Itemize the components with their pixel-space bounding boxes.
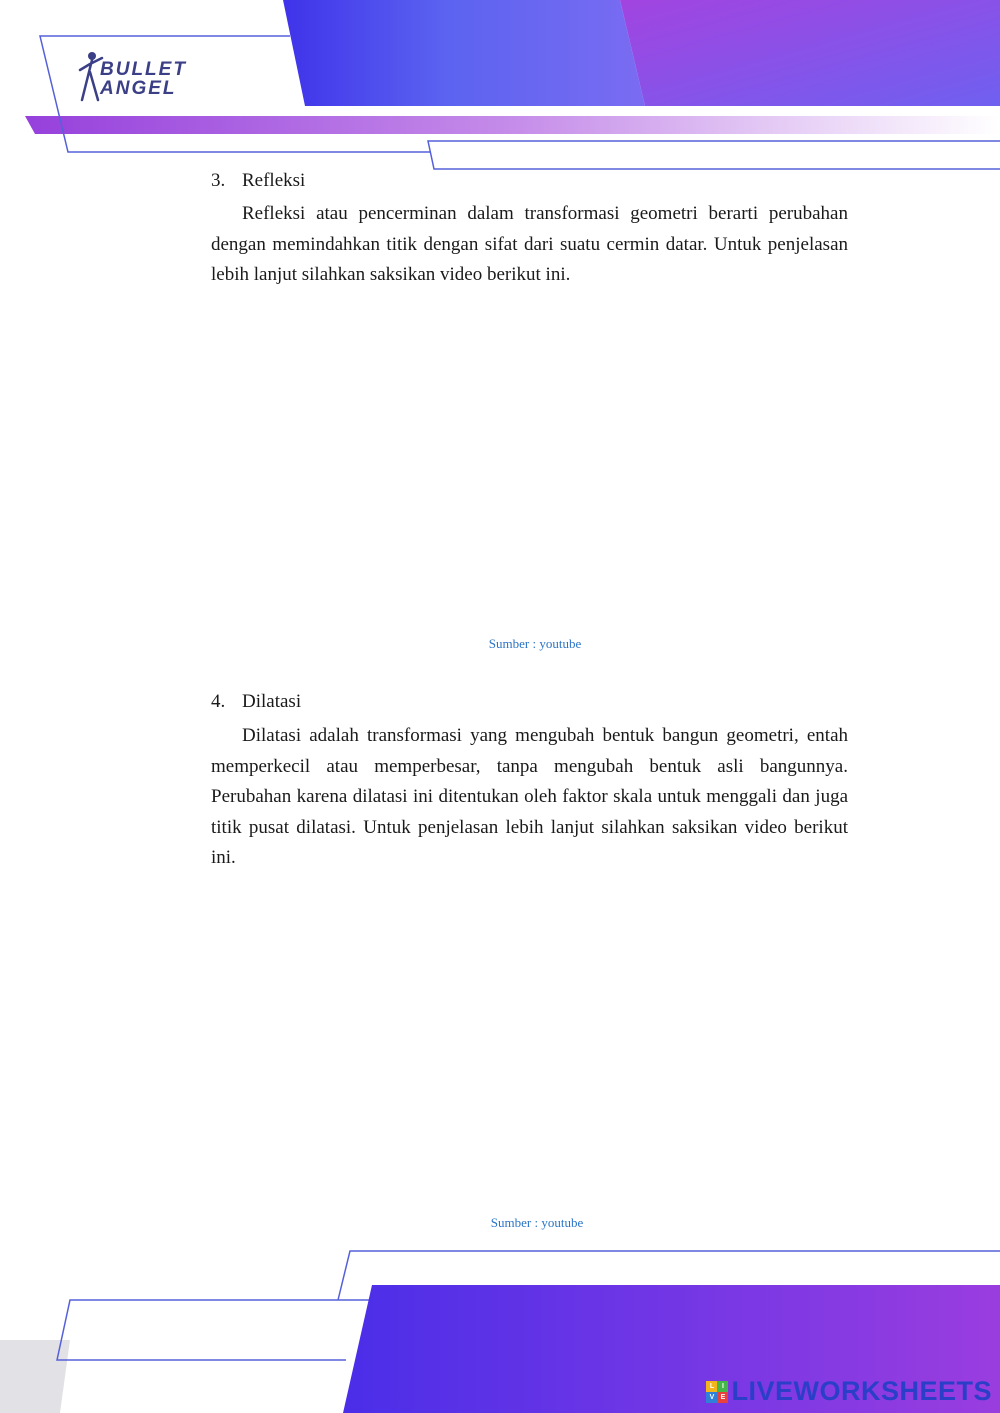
liveworksheets-watermark	[706, 1376, 992, 1407]
badge-letter: I	[717, 1381, 728, 1392]
section-title: Dilatasi	[242, 691, 302, 712]
section-paragraph-dilatasi: Dilatasi adalah transformasi yang mengubah bentuk bangun geometri, entah memperkecil atau memperbesar, tanpa mengubah bentuk asli bangunnya. Perubahan karena dilatasi ini ditentukan oleh faktor skala untuk menggali dan juga titik pusat dilatasi. Untuk penjelasan lebih lanjut silahkan saksikan video berikut ini.	[211, 725, 848, 868]
liveworksheets-badge-icon	[706, 1381, 728, 1403]
header-band-blue	[283, 0, 645, 106]
logo-line-1: BULLET	[100, 59, 187, 80]
header-band-purple	[620, 0, 1000, 106]
section-paragraph-refleksi: Refleksi atau pencerminan dalam transformasi geometri berarti perubahan dengan memindahkan titik dengan sifat dari suatu cermin datar. Untuk penjelasan lebih lanjut silahkan saksikan video berikut ini.	[211, 203, 848, 285]
header-outline-right	[428, 141, 1000, 169]
footer-outline-left	[57, 1300, 372, 1360]
badge-letter: V	[706, 1392, 717, 1403]
logo-line-2: ANGEL	[100, 78, 177, 99]
liveworksheets-brand: LIVEWORKSHEETS	[731, 1376, 992, 1406]
bullet-angel-logo	[78, 48, 218, 104]
section-heading-dilatasi	[211, 690, 301, 714]
section-title: Refleksi	[242, 170, 306, 191]
video-source-refleksi: Sumber : youtube	[488, 636, 582, 651]
badge-letter: L	[706, 1381, 717, 1392]
section-number: 3.	[211, 170, 226, 191]
video-embed-dilatasi[interactable]	[211, 885, 848, 1205]
section-number: 4.	[211, 691, 226, 712]
video-source-dilatasi: Sumber : youtube	[490, 1215, 584, 1230]
header-stripe	[25, 116, 1000, 134]
video-embed-refleksi[interactable]	[211, 300, 848, 625]
logo-text	[100, 60, 187, 98]
section-heading-refleksi	[211, 169, 305, 193]
badge-letter: E	[717, 1392, 728, 1403]
